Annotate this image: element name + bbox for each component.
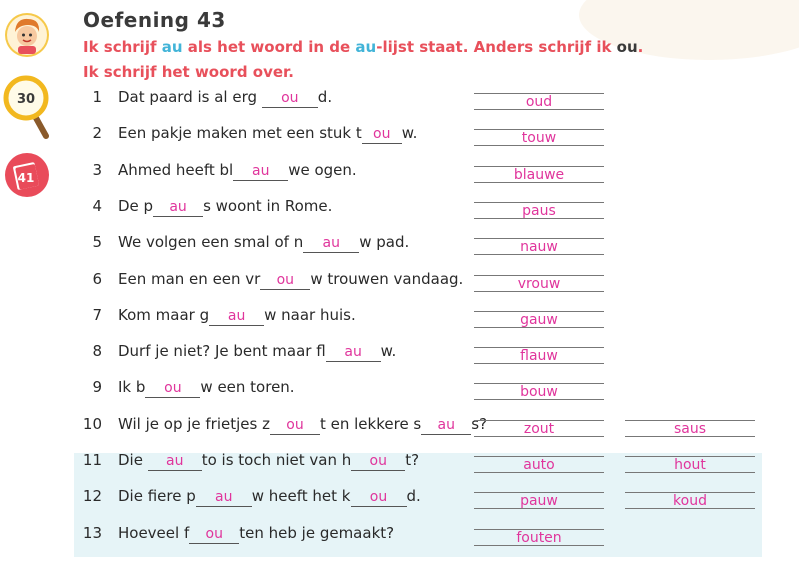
sentence [118, 124, 417, 144]
answer-line[interactable]: blauwe [474, 166, 604, 183]
answer-line[interactable]: gauw [474, 311, 604, 328]
sentence-text: to is toch niet van h [201, 451, 352, 469]
row-number: 10 [82, 414, 102, 433]
instruction-part: au [161, 38, 183, 56]
sentence [118, 524, 394, 544]
exercise-row [0, 161, 799, 197]
answer-line[interactable]: vrouw [474, 275, 604, 292]
exercise-title: Oefening 43 [83, 8, 226, 32]
sentence [118, 378, 295, 398]
answer-line[interactable]: nauw [474, 238, 604, 255]
fill-blank[interactable]: au [303, 236, 359, 253]
exercise-row [0, 342, 799, 378]
child-avatar-icon [4, 12, 50, 58]
row-number: 7 [92, 305, 102, 324]
sentence-text: d. [406, 487, 421, 506]
sentence [118, 415, 487, 435]
sentence-text: w. [401, 124, 418, 143]
instruction-part: als het woord in de [182, 38, 356, 56]
fill-blank[interactable]: au [421, 418, 471, 435]
answer-line[interactable]: bouw [474, 383, 604, 400]
answer-line[interactable]: flauw [474, 347, 604, 364]
row-number: 12 [82, 487, 102, 506]
instruction-part: . [637, 38, 644, 56]
instruction-part: -lijst staat. Anders schrijf [376, 38, 597, 56]
exercise-row [0, 378, 799, 414]
sentence-text: Een pakje maken met een stuk t [118, 124, 362, 143]
instruction-part: Ik schrijf [83, 38, 162, 56]
sentence-text: we ogen. [288, 160, 357, 179]
sentence-text: t en lekkere s [319, 414, 422, 433]
answer-line[interactable]: koud [625, 492, 755, 509]
sentence-text: Kom maar g [118, 305, 210, 324]
row-number: 13 [82, 523, 102, 542]
sentence-text: Die fiere p [118, 487, 196, 506]
fill-blank[interactable]: au [153, 200, 203, 217]
row-number: 1 [92, 88, 102, 106]
sentence [118, 233, 409, 253]
sentence-text: w pad. [359, 233, 410, 252]
sentence-text: Hoeveel f [118, 523, 190, 542]
fill-blank[interactable]: ou [189, 527, 239, 544]
exercise-row [0, 415, 799, 451]
answer-line[interactable]: paus [474, 202, 604, 219]
row-number: 11 [82, 451, 102, 469]
sentence-text: We volgen een smal of n [118, 233, 304, 252]
sentence [118, 161, 357, 181]
fill-blank[interactable]: ou [362, 127, 402, 144]
fill-blank[interactable]: au [326, 345, 381, 362]
sentence-text: w trouwen vandaag. [310, 269, 464, 288]
instruction-part: au [355, 38, 377, 56]
row-number: 8 [92, 342, 102, 361]
fill-blank[interactable]: au [233, 164, 288, 181]
sentence-text: w. [380, 342, 397, 361]
sentence-text: s woont in Rome. [203, 196, 333, 215]
fill-blank[interactable]: ou [351, 454, 405, 471]
instruction-part: ou [611, 38, 638, 56]
sentence-text: De p [118, 196, 154, 215]
answer-line[interactable]: fouten [474, 529, 604, 546]
row-number: 9 [92, 378, 102, 397]
sentence-text: w heeft het k [251, 487, 351, 506]
fill-blank[interactable]: ou [351, 490, 407, 507]
sentence [118, 270, 463, 290]
sentence-text: w een toren. [200, 378, 295, 397]
fill-blank[interactable]: ou [270, 418, 320, 435]
row-number: 3 [92, 160, 102, 179]
answer-line[interactable]: hout [625, 456, 755, 473]
sentence-text: Dat paard is al erg [118, 88, 262, 106]
answer-line[interactable]: touw [474, 129, 604, 146]
instruction-line-2: Ik schrijf het woord over. [83, 63, 294, 81]
fill-blank[interactable]: ou [145, 381, 200, 398]
instruction-part: ik [596, 38, 612, 56]
sentence [118, 487, 421, 507]
row-number: 6 [92, 269, 102, 288]
answer-line[interactable]: pauw [474, 492, 604, 509]
book-number: 41 [17, 171, 35, 185]
sentence-text: Een man en een vr [118, 269, 261, 288]
sentence-text: Ahmed heeft bl [118, 160, 234, 179]
sentence [118, 88, 332, 108]
sentence-text: Die [118, 451, 148, 469]
sentence [118, 451, 419, 471]
badge-number: 30 [16, 92, 36, 107]
row-number: 2 [92, 124, 102, 143]
fill-blank[interactable]: ou [260, 273, 310, 290]
answer-line[interactable]: auto [474, 456, 604, 473]
fill-blank[interactable]: au [209, 309, 264, 326]
exercise-row [0, 270, 799, 306]
sentence [118, 306, 356, 326]
answer-line[interactable]: oud [474, 93, 604, 110]
exercise-row [0, 451, 799, 487]
sentence-text: Ik b [118, 378, 146, 397]
sentence-text: t? [405, 451, 420, 469]
answer-line[interactable]: saus [625, 420, 755, 437]
instruction-line-1 [83, 38, 643, 56]
exercise-row [0, 524, 799, 560]
sentence-text: w naar huis. [264, 305, 356, 324]
exercise-row [0, 88, 799, 124]
exercise-row [0, 487, 799, 523]
exercise-row [0, 306, 799, 342]
fill-blank[interactable]: ou [262, 91, 318, 108]
row-number: 4 [92, 196, 102, 215]
sentence-text: ten heb je gemaakt? [239, 523, 395, 542]
exercise-row [0, 197, 799, 233]
exercise-row [0, 124, 799, 160]
sentence-text: Wil je op je frietjes z [118, 414, 270, 433]
answer-line[interactable]: zout [474, 420, 604, 437]
sentence-text: Durf je niet? Je bent maar fl [118, 342, 326, 361]
sentence-text: s? [471, 414, 488, 433]
sentence-text: d. [317, 88, 333, 106]
fill-blank[interactable]: au [148, 454, 202, 471]
sentence [118, 197, 332, 217]
row-number: 5 [92, 233, 102, 252]
exercise-row [0, 233, 799, 269]
sentence [118, 342, 396, 362]
fill-blank[interactable]: au [196, 490, 252, 507]
